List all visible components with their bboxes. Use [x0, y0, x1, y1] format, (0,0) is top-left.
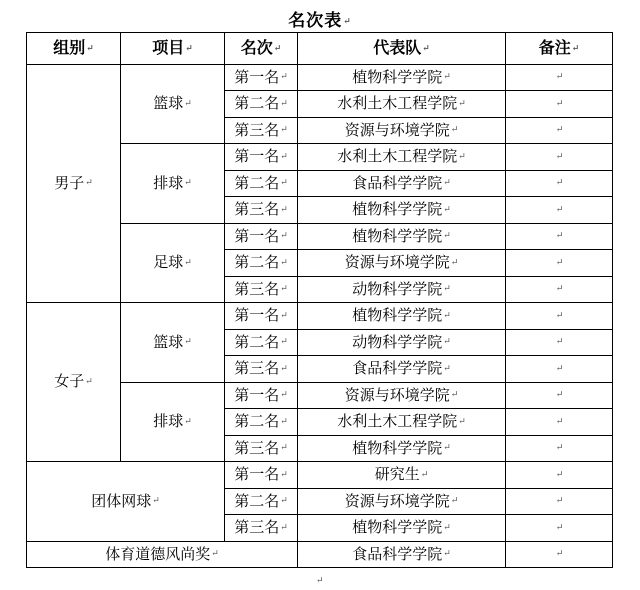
remark-cell [506, 435, 613, 462]
group-cell-women: 女子 ↵ [27, 303, 121, 462]
team-cell: 动物科学学院 ↵ [298, 329, 506, 356]
rank-cell: 第一名 ↵ [225, 303, 298, 330]
rank-cell: 第二名 ↵ [225, 329, 298, 356]
rank-cell: 第三名 ↵ [225, 197, 298, 224]
rank-cell: 第一名 ↵ [225, 382, 298, 409]
rank-cell: 第二名 ↵ [225, 250, 298, 277]
team-cell: 资源与环境学院 ↵ [298, 488, 506, 515]
team-cell: 植物科学学院 ↵ [298, 515, 506, 542]
table-title: 名次表 ↵ [0, 6, 640, 31]
rank-cell: 第二名 ↵ [225, 409, 298, 436]
remark-cell [506, 64, 613, 91]
team-tennis-cell: 团体网球 ↵ [27, 462, 225, 542]
remark-cell [506, 462, 613, 489]
rank-cell: 第二名 ↵ [225, 170, 298, 197]
team-cell: 研究生 ↵ [298, 462, 506, 489]
remark-cell [506, 91, 613, 118]
remark-cell [506, 250, 613, 277]
team-cell: 水利土木工程学院 ↵ [298, 144, 506, 171]
event-cell: 足球 ↵ [121, 223, 225, 303]
team-cell: 植物科学学院 ↵ [298, 64, 506, 91]
remark-cell [506, 329, 613, 356]
team-cell: 水利土木工程学院 ↵ [298, 91, 506, 118]
rank-cell: 第一名 ↵ [225, 64, 298, 91]
remark-cell [506, 382, 613, 409]
rank-cell: 第二名 ↵ [225, 488, 298, 515]
table-row [27, 64, 613, 91]
rank-cell: 第三名 ↵ [225, 435, 298, 462]
team-cell: 食品科学学院 ↵ [298, 541, 506, 568]
rank-cell: 第三名 ↵ [225, 117, 298, 144]
remark-cell [506, 117, 613, 144]
event-cell: 排球 ↵ [121, 144, 225, 224]
remark-cell [506, 488, 613, 515]
rank-cell: 第三名 ↵ [225, 276, 298, 303]
event-cell: 篮球 ↵ [121, 64, 225, 144]
remark-cell [506, 170, 613, 197]
event-cell: 排球 ↵ [121, 382, 225, 462]
rank-cell: 第一名 ↵ [225, 223, 298, 250]
team-cell: 植物科学学院 ↵ [298, 435, 506, 462]
group-cell-men: 男子 ↵ [27, 64, 121, 303]
header-team: 代表队 ↵ [298, 33, 506, 65]
header-rank: 名次 ↵ [225, 33, 298, 65]
team-cell: 食品科学学院 ↵ [298, 356, 506, 383]
team-cell: 资源与环境学院 ↵ [298, 382, 506, 409]
remark-cell [506, 197, 613, 224]
team-cell: 资源与环境学院 ↵ [298, 117, 506, 144]
event-cell: 篮球 ↵ [121, 303, 225, 383]
remark-cell [506, 144, 613, 171]
header-event: 项目 ↵ [121, 33, 225, 65]
team-cell: 资源与环境学院 ↵ [298, 250, 506, 277]
ranking-table [26, 32, 613, 568]
rank-cell: 第一名 ↵ [225, 144, 298, 171]
remark-cell [506, 303, 613, 330]
header-group: 组别 ↵ [27, 33, 121, 65]
remark-cell [506, 356, 613, 383]
table-row [27, 303, 613, 330]
rank-cell: 第三名 ↵ [225, 356, 298, 383]
remark-cell [506, 409, 613, 436]
table-row [27, 462, 613, 489]
header-row [27, 33, 613, 65]
remark-cell [506, 223, 613, 250]
remark-cell [506, 541, 613, 568]
team-cell: 植物科学学院 ↵ [298, 303, 506, 330]
rank-cell: 第二名 ↵ [225, 91, 298, 118]
team-cell: 植物科学学院 ↵ [298, 223, 506, 250]
table-row [27, 541, 613, 568]
rank-cell: 第三名 ↵ [225, 515, 298, 542]
team-cell: 水利土木工程学院 ↵ [298, 409, 506, 436]
paragraph-mark-icon: ↵ [316, 576, 324, 586]
sportsmanship-award-cell: 体育道德风尚奖 ↵ [27, 541, 298, 568]
team-cell: 食品科学学院 ↵ [298, 170, 506, 197]
rank-cell: 第一名 ↵ [225, 462, 298, 489]
team-cell: 动物科学学院 ↵ [298, 276, 506, 303]
remark-cell [506, 515, 613, 542]
remark-cell [506, 276, 613, 303]
header-remark: 备注 ↵ [506, 33, 613, 65]
team-cell: 植物科学学院 ↵ [298, 197, 506, 224]
